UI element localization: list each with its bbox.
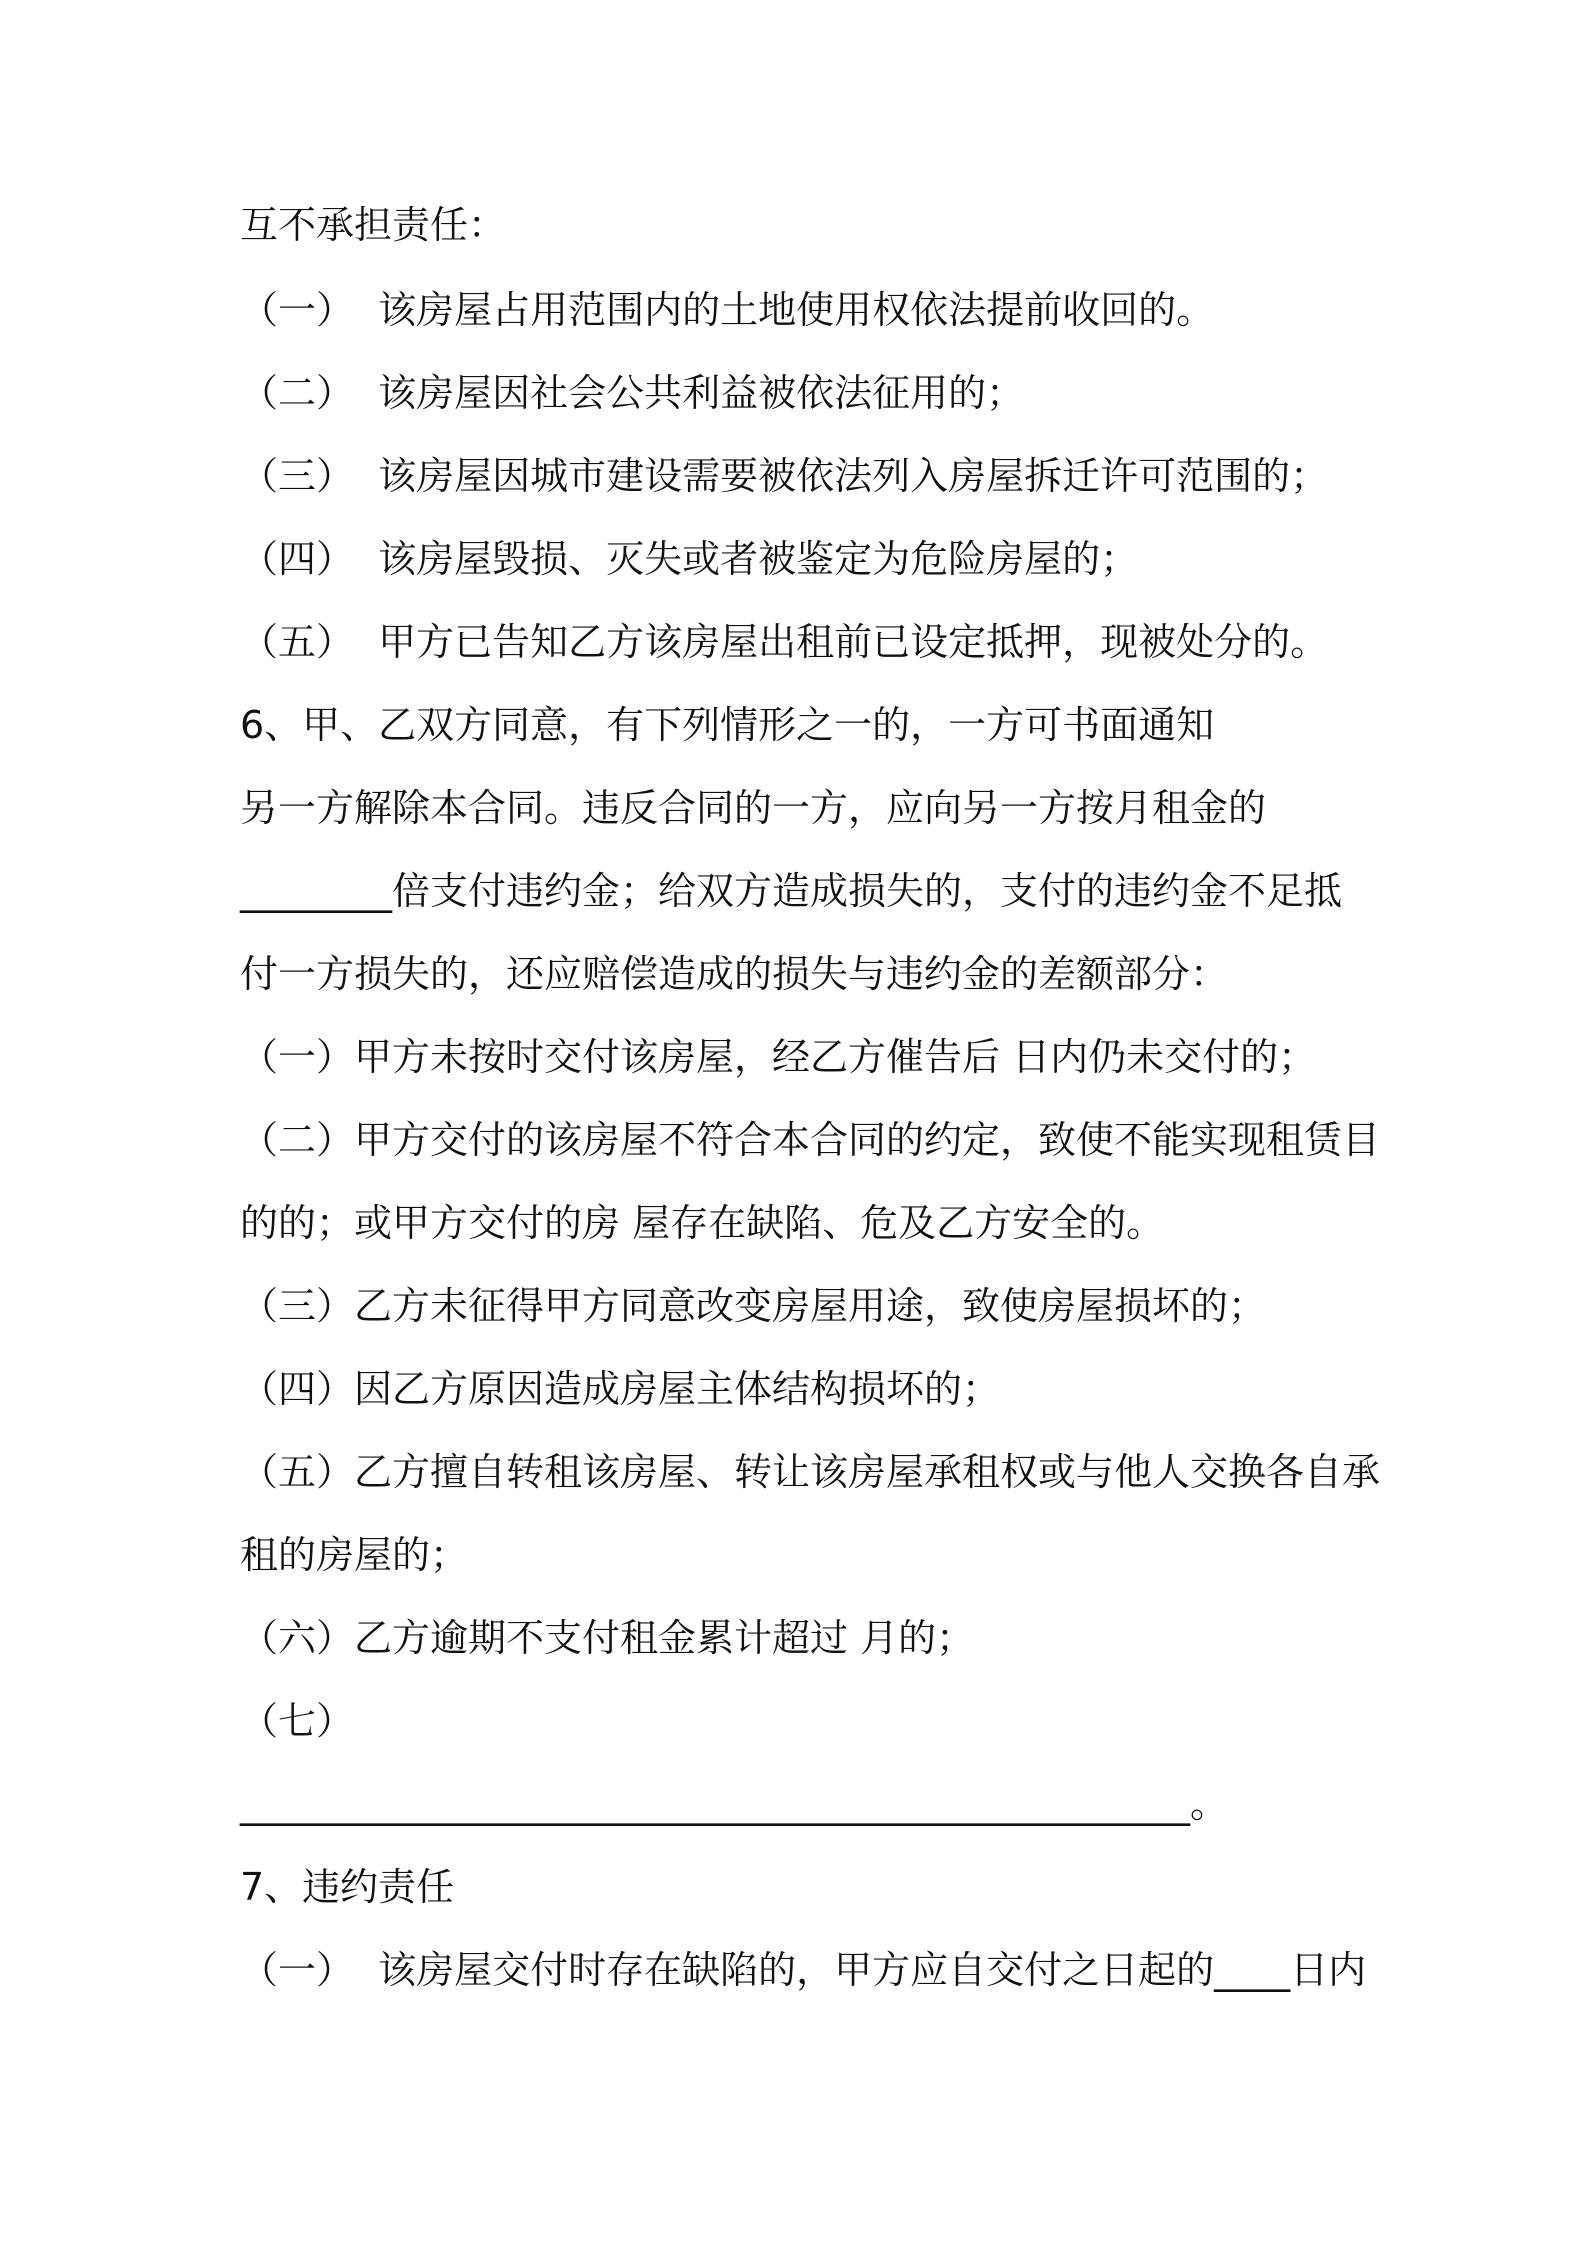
text-line: （二） 该房屋因社会公共利益被依法征用的； [240,371,1025,415]
text-line: 付一方损失的，还应赔偿造成的损失与违约金的差额部分： [240,952,1229,996]
text-line: 另一方解除本合同。违反合同的一方，应向另一方按月租金的 [240,786,1267,830]
text-line: （一） 该房屋交付时存在缺陷的，甲方应自交付之日起的____日内 [240,1948,1367,1992]
text-line: （三） 该房屋因城市建设需要被依法列入房屋拆迁许可范围的； [240,454,1329,498]
text-line: （一）甲方未按时交付该房屋，经乙方催告后 日内仍未交付的； [240,1035,1317,1079]
text-line: （四）因乙方原因造成房屋主体结构损坏的； [240,1367,1001,1411]
text-line: 互不承担责任： [240,203,507,247]
text-line: （五）乙方擅自转租该房屋、转让该房屋承租权或与他人交换各自承 [240,1450,1381,1494]
text-line: 租的房屋的； [240,1533,469,1577]
text-line: （三）乙方未征得甲方同意改变房屋用途，致使房屋损坏的； [240,1284,1267,1328]
text-line: （五） 甲方已告知乙方该房屋出租前已设定抵押，现被处分的。 [240,620,1329,664]
text-line: __________________________________________________。 [240,1782,1229,1826]
text-line: 7、违约责任 [240,1865,455,1909]
text-line: （六）乙方逾期不支付租金累计超过 月的； [240,1616,975,1660]
text-line: （七） [240,1699,355,1743]
text-line: （二）甲方交付的该房屋不符合本合同的约定，致使不能实现租赁目 [240,1118,1381,1162]
text-line: ________倍支付违约金；给双方造成损失的，支付的违约金不足抵 [240,869,1343,913]
text-line: 6、甲、乙双方同意，有下列情形之一的，一方可书面通知 [240,703,1215,747]
text-line: （一） 该房屋占用范围内的土地使用权依法提前收回的。 [240,288,1215,332]
text-line: （四） 该房屋毁损、灭失或者被鉴定为危险房屋的； [240,537,1139,581]
text-line: 的的；或甲方交付的房 屋存在缺陷、危及乙方安全的。 [240,1201,1165,1245]
